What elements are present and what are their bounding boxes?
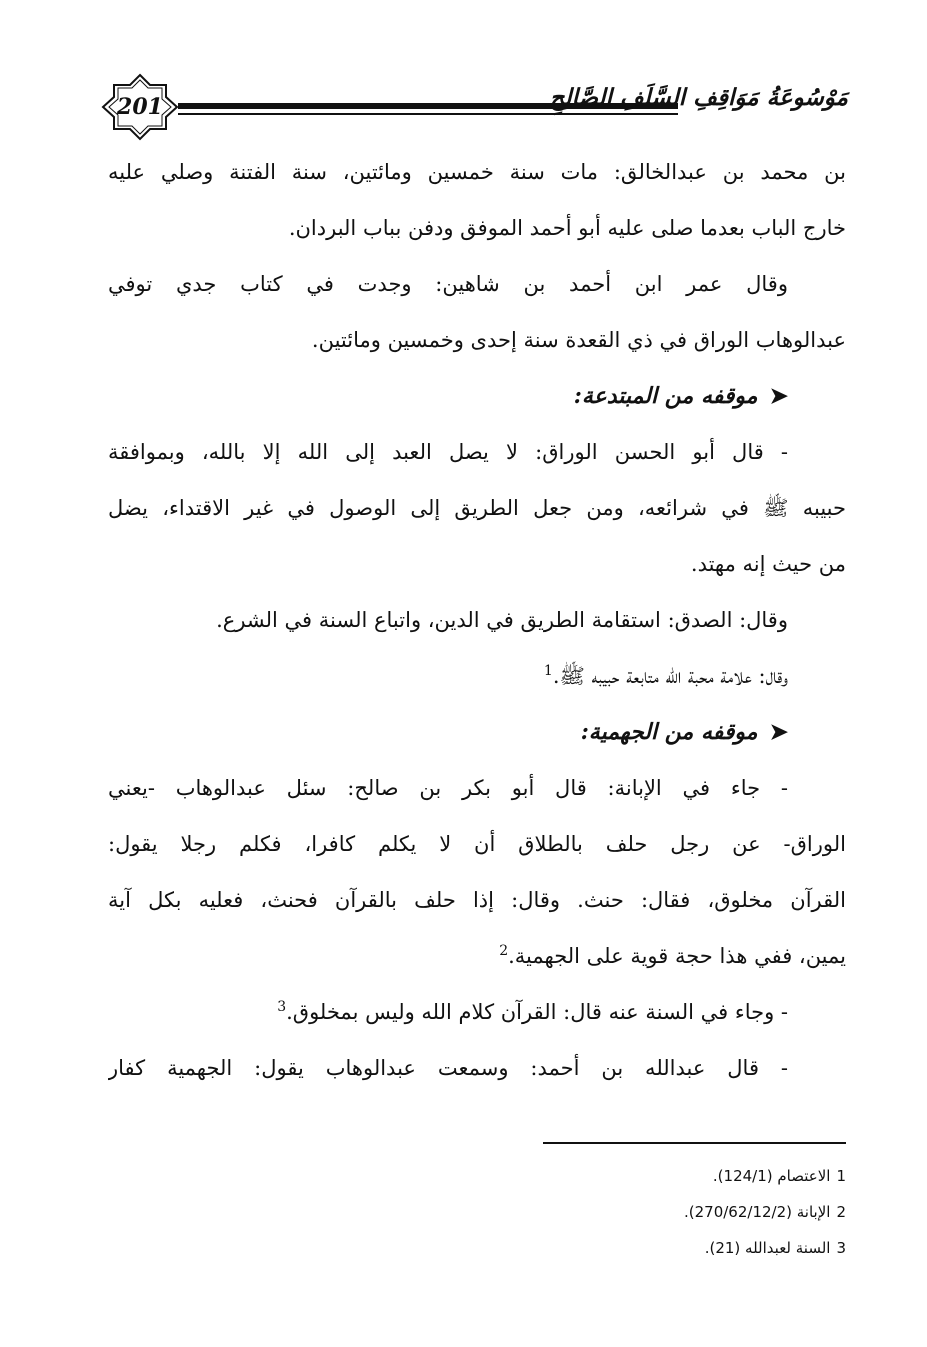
header-rule-thin [178,113,678,115]
footnote-text: الاعتصام (124/1). [712,1167,831,1185]
text-line: - جاء في الإبانة: قال أبو بكر بن صالح: سئل عبدالوهاب -يعني [108,776,788,800]
text-line: من حيث إنه مهتد. [690,552,846,576]
text-line: الوراق- عن رجل حلف بالطلاق أن لا يكلم كافرا، فكلم رجلا يقول: [108,832,846,856]
page-header [100,72,848,142]
page-number: 201 [117,94,163,120]
section-heading-text: موقفه من الجهمية: [580,719,758,745]
running-title: مَوْسُوعَةُ مَوَاقِفِ السَّلَفِ الصَّالِحِ [549,84,848,111]
footnote-separator [543,1142,846,1144]
text-line-content: يمين، ففي هذا حجة قوية على الجهمية. [508,944,846,968]
page-number-badge [100,72,180,142]
footnote-text: الإبانة (270/62/12/2). [684,1203,831,1221]
section-heading-text: موقفه من المبتدعة: [573,383,758,409]
footnote [543,1230,846,1266]
text-line: - قال أبو الحسن الوراق: لا يصل العبد إلى الله إلا بالله، وبموافقة [108,440,788,464]
text-line [108,928,846,984]
arrowhead-icon: ➤ [769,383,788,409]
arrowhead-icon: ➤ [769,719,788,745]
text-line: خارج الباب بعدما صلى عليه أبو أحمد الموفق ودفن بباب البردان. [288,216,846,240]
text-line: بن محمد بن عبدالخالق: مات سنة خمسين ومائتين، سنة الفتنة وصلي عليه [108,160,846,184]
text-line: وقال: الصدق: استقامة الطريق في الدين، واتباع السنة في الشرع. [216,608,788,632]
footnote-ref: 2 [499,943,509,959]
text-line: - قال عبدالله بن أحمد: وسمعت عبدالوهاب يقول: الجهمية كفار [108,1056,788,1080]
text-line: القرآن مخلوق، فقال: حنث. وقال: إذا حلف بالقرآن فحنث، فعليه بكل آية [108,888,846,912]
footnote-text: السنة لعبدالله (21). [704,1239,831,1257]
text-line: وقال عمر ابن أحمد بن شاهين: وجدت في كتاب جدي توفي [108,272,788,296]
footnote [543,1158,846,1194]
footnote-ref: 1 [543,663,553,679]
footnote-ref: 3 [277,999,287,1015]
main-text [108,144,846,1096]
footnotes [543,1158,846,1266]
footnote [543,1194,846,1230]
section-heading [108,368,846,424]
text-line: عبدالوهاب الوراق في ذي القعدة سنة إحدى وخمسين ومائتين. [311,328,846,352]
footnote-number: 3 [836,1239,846,1257]
footnote-number: 1 [836,1167,846,1185]
section-heading [108,704,846,760]
text-line-content: وقال: علامة محبة الله متابعة حبيبه ﷺ. [552,664,788,688]
text-line [108,984,846,1040]
footnote-number: 2 [836,1203,846,1221]
text-line [108,648,846,704]
text-line: حبيبه ﷺ في شرائعه، ومن جعل الطريق إلى الوصول في غير الاقتداء، يضل [108,496,846,520]
text-line-content: - وجاء في السنة عنه قال: القرآن كلام الله وليس بمخلوق. [286,1000,788,1024]
